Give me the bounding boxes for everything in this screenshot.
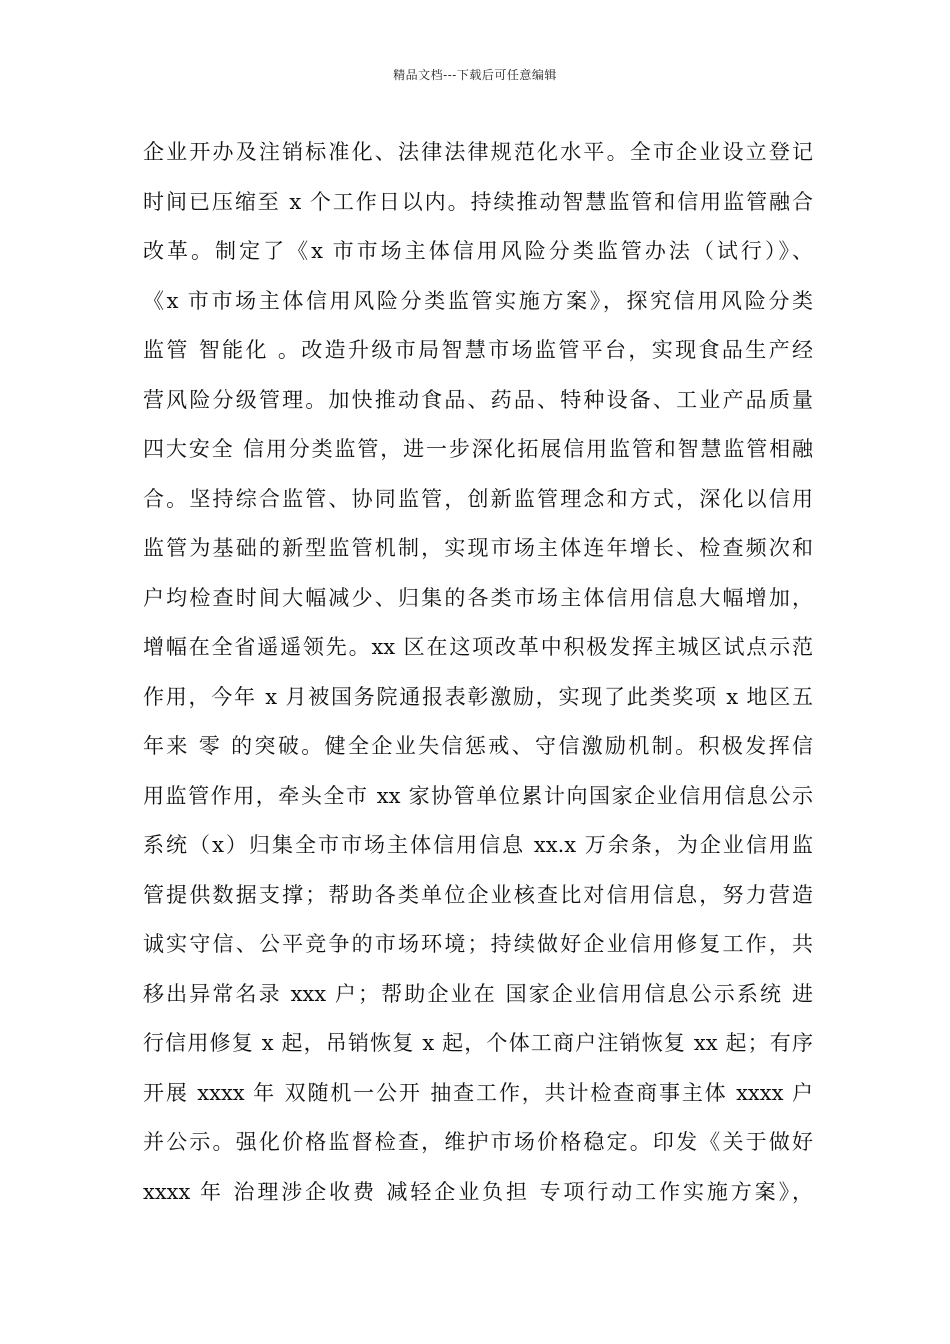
text-line: 《x 市市场主体信用风险分类监管实施方案》，探究信用风险分类: [143, 288, 813, 313]
page-header: 精品文档---下载后可任意编辑: [393, 68, 557, 82]
text-line: xxxx 年 治理涉企收费 减轻企业负担 专项行动工作实施方案》，: [143, 1179, 813, 1204]
text-line: 增幅在全省遥遥领先。xx 区在这项改革中积极发挥主城区试点示范: [143, 635, 813, 659]
text-line: 时间已压缩至 x 个工作日以内。持续推动智慧监管和信用监管融合: [143, 189, 813, 214]
text-line: 并公示。强化价格监督检查，维护市场价格稳定。印发《关于做好: [143, 1130, 813, 1154]
text-line: 管提供数据支撑；帮助各类单位企业核查比对信用信息，努力营造: [143, 882, 813, 907]
body-text: [143, 128, 813, 1217]
text-line: 户均检查时间大幅减少、归集的各类市场主体信用信息大幅增加，: [143, 585, 813, 610]
text-line: 用监管作用，牵头全市 xx 家协管单位累计向国家企业信用信息公示: [143, 783, 813, 808]
text-line: 营风险分级管理。加快推动食品、药品、特种设备、工业产品质量: [143, 387, 813, 412]
text-line: 系统（x）归集全市市场主体信用信息 xx.x 万余条，为企业信用监: [143, 833, 813, 857]
text-line: 行信用修复 x 起，吊销恢复 x 起，个体工商户注销恢复 xx 起；有序: [143, 1031, 813, 1055]
text-line: 四大安全 信用分类监管，进一步深化拓展信用监管和智慧监管相融: [143, 437, 813, 461]
text-line: 企业开办及注销标准化、法律法律规范化水平。全市企业设立登记: [143, 140, 813, 164]
text-line: 作用，今年 x 月被国务院通报表彰激励，实现了此类奖项 x 地区五: [143, 684, 813, 709]
text-line: 改革。制定了《x 市市场主体信用风险分类监管办法（试行）》、: [143, 239, 813, 263]
text-line: 移出异常名录 xxx 户；帮助企业在 国家企业信用信息公示系统 进: [143, 981, 813, 1006]
text-line: 诚实守信、公平竞争的市场环境；持续做好企业信用修复工作，共: [143, 932, 813, 956]
text-line: 合。坚持综合监管、协同监管，创新监管理念和方式，深化以信用: [143, 486, 813, 511]
text-line: 开展 xxxx 年 双随机一公开 抽查工作，共计检查商事主体 xxxx 户: [143, 1080, 813, 1105]
text-line: 年来 零 的突破。健全企业失信惩戒、守信激励机制。积极发挥信: [143, 734, 813, 758]
text-line: 监管 智能化 。改造升级市局智慧市场监管平台，实现食品生产经: [143, 338, 813, 362]
text-line: 监管为基础的新型监管机制，实现市场主体连年增长、检查频次和: [143, 536, 813, 560]
